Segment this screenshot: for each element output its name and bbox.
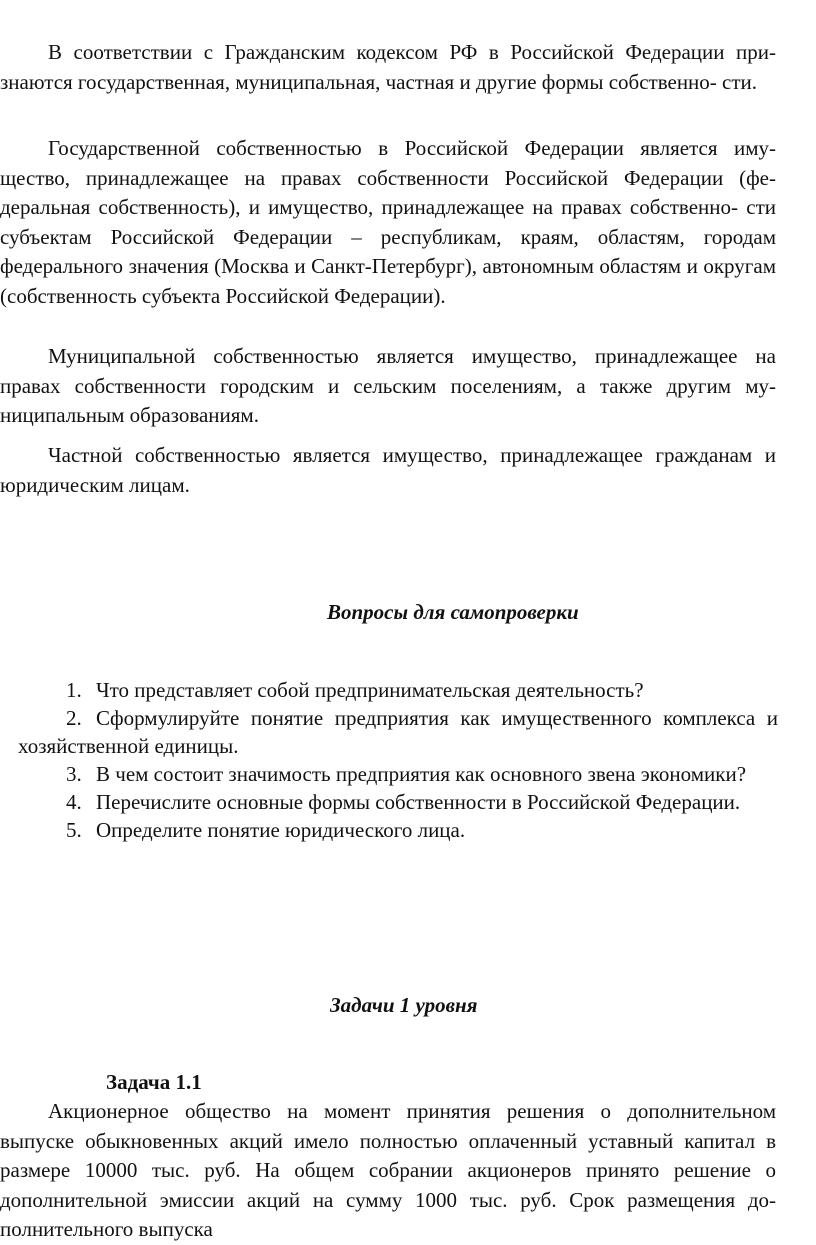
question-text: Сформулируйте понятие предприятия как имущественного комплекса и хозяйственной единицы. [18, 706, 778, 758]
level-1-tasks-heading: Задачи 1 уровня [330, 993, 478, 1017]
question-number: 4. [66, 790, 82, 814]
paragraph-municipal-property: Муниципальной собственностью является имущество, принадлежащее на правах собственности городским и сельским поселениям, а также другим му- ниципальным образованиям. [0, 344, 776, 427]
question-number: 2. [66, 706, 82, 730]
question-text: Определите понятие юридического лица. [96, 818, 466, 842]
question-number: 1. [66, 678, 82, 702]
self-check-questions-list [18, 676, 778, 844]
question-text: Что представляет собой предпринимательская деятельность? [96, 678, 644, 702]
question-text: Перечислите основные формы собственности в Российской Федерации. [96, 790, 741, 814]
question-text: В чем состоит значимость предприятия как основного звена экономики? [96, 762, 747, 786]
paragraph-private-property: Частной собственностью является имущество, принадлежащее гражданам и юридическим лицам. [0, 443, 776, 497]
question-number: 3. [66, 762, 82, 786]
task-title: Задача 1.1 [106, 1070, 202, 1094]
question-item [18, 704, 778, 760]
question-item [18, 760, 778, 788]
question-item [18, 788, 778, 816]
paragraph-ownership-forms: В соответствии с Гражданским кодексом РФ в Российской Федерации при- знаются государственная, муниципальная, частная и другие формы собственно- сти. [0, 40, 776, 94]
paragraph-state-property: Государственной собственностью в Российской Федерации является иму- щество, принадлежащее на правах собственности Российской Федерации (фе- деральная собственность), и имущество, принадлежащее на правах собственно- сти субъектам Российской Федерации – республикам, краям, областям, городам федерального значения (Москва и Санкт-Петербург), автономным областям и округам (собственность субъекта Российской Федерации). [0, 136, 776, 308]
question-number: 5. [66, 818, 82, 842]
self-check-heading: Вопросы для самопроверки [327, 600, 579, 624]
question-item [18, 676, 778, 704]
question-item [18, 816, 778, 844]
task-text: Акционерное общество на момент принятия решения о дополнительном выпуске обыкновенных акций имело полностью оплаченный уставный капитал в размере 10000 тыс. руб. На общем собрании акционеров принято решение о дополнительной эмиссии акций на сумму 1000 тыс. руб. Срок размещения до- полнительного выпуска [0, 1099, 776, 1241]
